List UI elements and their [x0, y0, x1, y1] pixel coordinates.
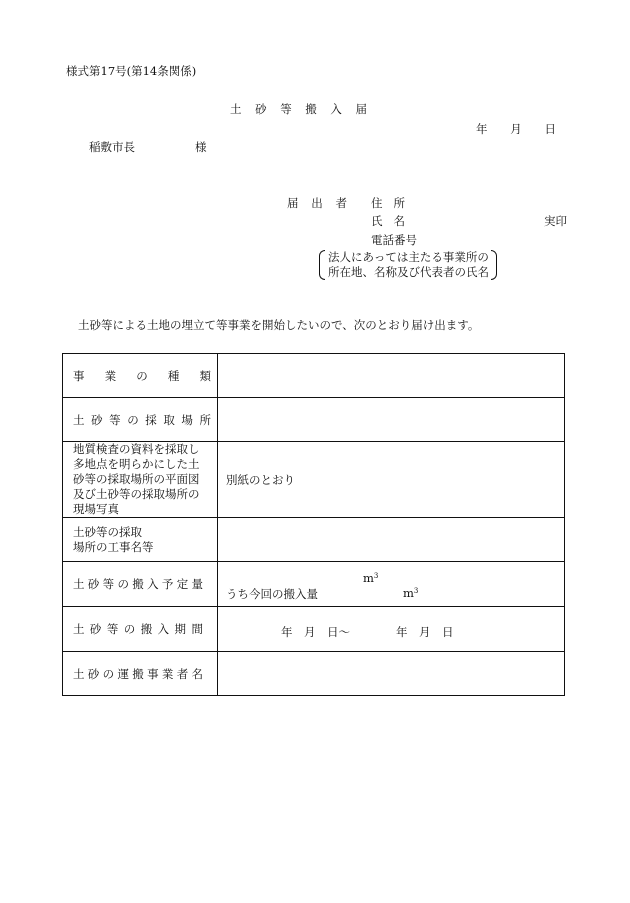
construction-name-field[interactable] [218, 518, 565, 562]
business-type-field[interactable] [218, 354, 565, 398]
current-volume-label: うち今回の搬入量 [226, 587, 318, 601]
planned-volume-label: 土 砂 等 の 搬 入 予 定 量 [63, 562, 218, 607]
address-label: 住 所 [371, 196, 405, 210]
addressee: 稲敷市長 [89, 140, 135, 154]
right-bracket [491, 250, 497, 280]
intro-statement: 土砂等による土地の埋立て等事業を開始したいので、次のとおり届け出ます。 [78, 318, 480, 332]
table-row-business-type [63, 354, 565, 398]
seal-label: 実印 [544, 214, 567, 228]
transporter-label: 土 砂 の 運 搬 事 業 者 名 [63, 652, 218, 696]
business-type-label: 事 業 の 種 類 [63, 354, 218, 398]
addressee-suffix: 様 [195, 140, 207, 154]
left-bracket [319, 250, 325, 280]
total-volume-unit: $m^3$ [363, 571, 379, 585]
source-location-field[interactable] [218, 398, 565, 442]
corporation-note-line2: 所在地、名称及び代表者の氏名 [328, 265, 489, 279]
phone-label: 電話番号 [371, 233, 417, 247]
period-start: 年 月 日～ [281, 625, 350, 639]
source-location-label: 土 砂 等 の 採 取 場 所 [63, 398, 218, 442]
name-label: 氏 名 [371, 214, 405, 228]
table-row-period [63, 607, 565, 652]
table-row-survey-documents [63, 442, 565, 518]
current-volume-unit: $m^3$ [403, 586, 419, 600]
table-row-construction-name [63, 518, 565, 562]
corporation-note-line1: 法人にあっては主たる事業所の [328, 250, 489, 264]
table-row-transporter [63, 652, 565, 696]
construction-name-label: 土砂等の採取 場所の工事名等 [63, 518, 218, 562]
period-label: 土 砂 等 の 搬 入 期 間 [63, 607, 218, 652]
period-field[interactable] [218, 607, 565, 652]
form-number: 様式第17号(第14条関係) [66, 64, 197, 78]
transporter-field[interactable] [218, 652, 565, 696]
form-table [62, 353, 565, 696]
survey-documents-label: 地質検査の資料を採取し 多地点を明らかにした土 砂等の採取場所の平面図 及び土砂等の採取場所の 現場写真 [63, 442, 218, 518]
corporation-note [319, 250, 497, 280]
period-end: 年 月 日 [396, 625, 454, 639]
applicant-label: 届 出 者 [287, 196, 347, 210]
survey-documents-field[interactable] [218, 442, 565, 518]
document-title: 土 砂 等 搬 入 届 [230, 102, 367, 116]
survey-documents-value: 別紙のとおり [226, 472, 295, 487]
date-line: 年 月 日 [476, 122, 556, 136]
table-row-planned-volume [63, 562, 565, 607]
planned-volume-field[interactable] [218, 562, 565, 607]
table-row-source-location [63, 398, 565, 442]
